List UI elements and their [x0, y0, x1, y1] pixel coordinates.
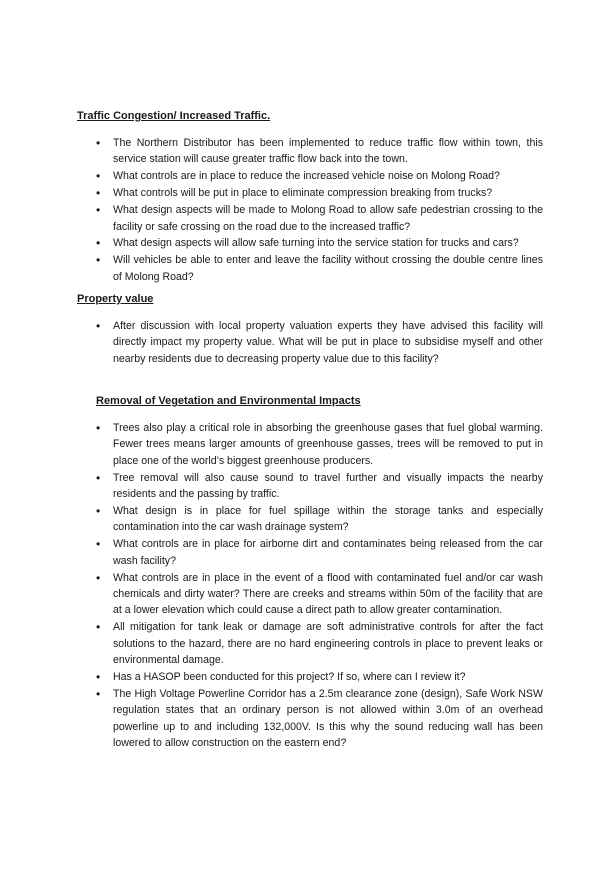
list-item: • Will vehicles be able to enter and leave the facility without crossing the double centre lines of Molong Road? — [96, 252, 543, 285]
list-item: • All mitigation for tank leak or damage are soft administrative controls for after the fact solutions to the hazard, there are no hard engineering controls in place to prevent leaks or environmental damage. — [96, 619, 543, 668]
property-bullet-list — [96, 318, 543, 367]
list-item: • Trees also play a critical role in absorbing the greenhouse gases that fuel global warming. Fewer trees means larger amounts of greenhouse gasses, trees will be removed to put in place one of the world’s biggest greenhouse producers. — [96, 420, 543, 469]
list-item: • What controls are in place for airborne dirt and contaminates being released from the car wash facility? — [96, 536, 543, 569]
list-item: • What design aspects will be made to Molong Road to allow safe pedestrian crossing to the facility or safe crossing on the road due to the increased traffic? — [96, 202, 543, 235]
list-item: • The High Voltage Powerline Corridor has a 2.5m clearance zone (design), Safe Work NSW regulation states that an ordinary person is not allowed within 3.0m of an overhead powerline up to and including 132,000V. Is this why the sound reducing wall has been lowered to allow construction on the eastern end? — [96, 686, 543, 752]
list-item: • What design is in place for fuel spillage within the storage tanks and especially contamination into the car wash drainage system? — [96, 503, 543, 536]
section-heading-property: Property value — [77, 293, 154, 305]
list-item: • What controls are in place in the event of a flood with contaminated fuel and/or car wash chemicals and dirty water? There are creeks and streams within 50m of the facility that are at a lower elevation which could cause a direct path to allow greater contamination. — [96, 570, 543, 619]
list-item: • What design aspects will allow safe turning into the service station for trucks and cars? — [96, 235, 543, 251]
list-item: • What controls will be put in place to eliminate compression breaking from trucks? — [96, 185, 543, 201]
list-item: • After discussion with local property valuation experts they have advised this facility will directly impact my property value. What will be put in place to subsidise myself and other nearby residents due to decreasing property value due to this facility? — [96, 318, 543, 367]
list-item: • The Northern Distributor has been implemented to reduce traffic flow within town, this service station will cause greater traffic flow back into the town. — [96, 135, 543, 168]
list-item: • What controls are in place to reduce the increased vehicle noise on Molong Road? — [96, 168, 543, 184]
traffic-bullet-list — [96, 135, 543, 285]
list-item: • Has a HASOP been conducted for this project? If so, where can I review it? — [96, 669, 543, 685]
section-heading-traffic: Traffic Congestion/ Increased Traffic. — [77, 110, 271, 122]
section-heading-vegetation: Removal of Vegetation and Environmental Impacts — [96, 395, 361, 407]
vegetation-bullet-list — [96, 420, 543, 752]
list-item: • Tree removal will also cause sound to travel further and visually impacts the nearby residents and the passing by traffic. — [96, 470, 543, 503]
